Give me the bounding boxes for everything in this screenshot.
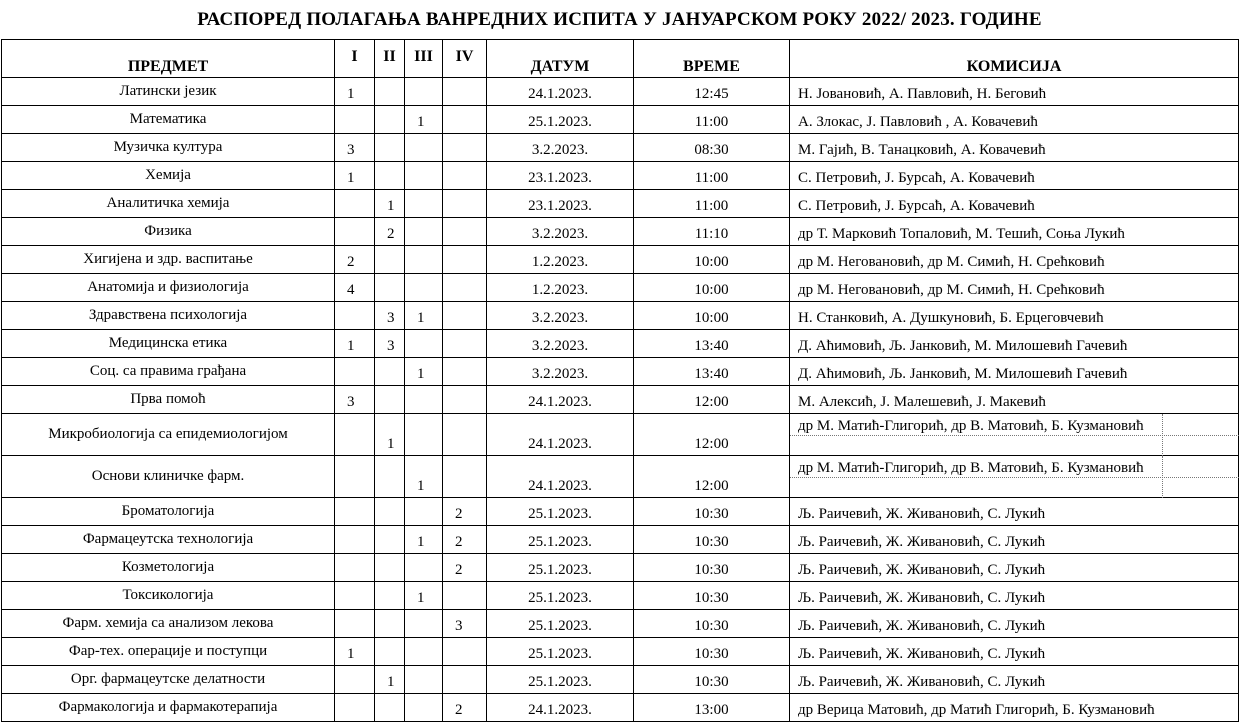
year-2-cell: 1: [375, 666, 405, 694]
cell-divider: [790, 477, 1239, 478]
header-year-3: III: [405, 40, 443, 78]
time-cell: 13:40: [634, 330, 790, 358]
subject-cell: Козметологија: [2, 554, 335, 582]
year-3-cell: [405, 638, 443, 666]
year-3-cell: [405, 414, 443, 456]
committee-cell: А. Злокас, Ј. Павловић , А. Ковачевић: [790, 106, 1239, 134]
subject-cell: Анатомија и физиологија: [2, 274, 335, 302]
table-row: [2, 582, 1239, 610]
year-1-cell: [335, 582, 375, 610]
subject-cell: Аналитичка хемија: [2, 190, 335, 218]
date-cell: 25.1.2023.: [487, 582, 634, 610]
header-year-2: II: [375, 40, 405, 78]
year-4-cell: [443, 302, 487, 330]
year-4-cell: [443, 666, 487, 694]
committee-cell: Д. Аћимовић, Љ. Јанковић, М. Милошевић Гачевић: [790, 330, 1239, 358]
year-3-cell: [405, 498, 443, 526]
table-row: [2, 694, 1239, 722]
committee-cell: др Верица Матовић, др Матић Глигорић, Б. Кузмановић: [790, 694, 1239, 722]
subject-cell: Хигијена и здр. васпитање: [2, 246, 335, 274]
date-cell: 24.1.2023.: [487, 694, 634, 722]
year-2-cell: 2: [375, 218, 405, 246]
subject-cell: Орг. фармацеутске делатности: [2, 666, 335, 694]
subject-cell: Токсикологија: [2, 582, 335, 610]
year-1-cell: 1: [335, 78, 375, 106]
year-1-cell: [335, 190, 375, 218]
time-cell: 08:30: [634, 134, 790, 162]
year-4-cell: 3: [443, 610, 487, 638]
committee-cell: др Т. Марковић Топаловић, М. Тешић, Соња Лукић: [790, 218, 1239, 246]
year-3-cell: 1: [405, 106, 443, 134]
year-3-cell: [405, 246, 443, 274]
committee-cell: Љ. Раичевић, Ж. Живановић, С. Лукић: [790, 666, 1239, 694]
subject-cell: Основи клиничке фарм.: [2, 456, 335, 498]
year-1-cell: [335, 554, 375, 582]
time-cell: 12:00: [634, 456, 790, 498]
year-3-cell: [405, 134, 443, 162]
year-2-cell: [375, 386, 405, 414]
time-cell: 10:30: [634, 610, 790, 638]
time-cell: 10:30: [634, 498, 790, 526]
year-1-cell: 3: [335, 386, 375, 414]
committee-cell: Љ. Раичевић, Ж. Живановић, С. Лукић: [790, 610, 1239, 638]
year-1-cell: [335, 694, 375, 722]
table-row: [2, 302, 1239, 330]
committee-cell: Љ. Раичевић, Ж. Живановић, С. Лукић: [790, 638, 1239, 666]
date-cell: 25.1.2023.: [487, 610, 634, 638]
table-row: [2, 134, 1239, 162]
table-row: [2, 358, 1239, 386]
year-1-cell: 4: [335, 274, 375, 302]
time-cell: 10:30: [634, 582, 790, 610]
header-committee: КОМИСИЈА: [790, 40, 1239, 78]
table-row: [2, 246, 1239, 274]
committee-cell: М. Алексић, Ј. Малешевић, Ј. Макевић: [790, 386, 1239, 414]
year-3-cell: [405, 218, 443, 246]
year-3-cell: 1: [405, 302, 443, 330]
committee-text: др М. Матић-Глигорић, др В. Матовић, Б. Кузмановић: [798, 460, 1144, 476]
year-4-cell: [443, 218, 487, 246]
year-2-cell: [375, 106, 405, 134]
year-2-cell: [375, 162, 405, 190]
year-2-cell: 1: [375, 190, 405, 218]
table-row: [2, 274, 1239, 302]
year-2-cell: 3: [375, 302, 405, 330]
date-cell: 1.2.2023.: [487, 274, 634, 302]
year-1-cell: [335, 106, 375, 134]
committee-cell: Љ. Раичевић, Ж. Живановић, С. Лукић: [790, 498, 1239, 526]
committee-cell: Д. Аћимовић, Љ. Јанковић, М. Милошевић Гачевић: [790, 358, 1239, 386]
time-cell: 10:30: [634, 554, 790, 582]
committee-cell: Н. Јовановић, А. Павловић, Н. Беговић: [790, 78, 1239, 106]
year-2-cell: [375, 694, 405, 722]
year-2-cell: [375, 610, 405, 638]
committee-cell: др М. Негованoвић, др М. Симић, Н. Срећковић: [790, 274, 1239, 302]
year-1-cell: [335, 218, 375, 246]
subject-cell: Фармакологија и фармакотерапија: [2, 694, 335, 722]
year-1-cell: [335, 414, 375, 456]
year-4-cell: [443, 106, 487, 134]
year-4-cell: [443, 456, 487, 498]
table-row: [2, 386, 1239, 414]
header-subject: ПРЕДМЕТ: [2, 40, 335, 78]
date-cell: 3.2.2023.: [487, 302, 634, 330]
year-1-cell: [335, 610, 375, 638]
year-2-cell: [375, 554, 405, 582]
table-row: [2, 526, 1239, 554]
subject-cell: Медицинска етика: [2, 330, 335, 358]
year-3-cell: 1: [405, 526, 443, 554]
year-3-cell: 1: [405, 358, 443, 386]
time-cell: 12:45: [634, 78, 790, 106]
year-1-cell: [335, 666, 375, 694]
year-4-cell: [443, 386, 487, 414]
year-1-cell: 2: [335, 246, 375, 274]
date-cell: 25.1.2023.: [487, 106, 634, 134]
year-3-cell: [405, 666, 443, 694]
subject-cell: Микробиологија са епидемиологијом: [2, 414, 335, 456]
year-2-cell: [375, 582, 405, 610]
year-2-cell: [375, 78, 405, 106]
date-cell: 3.2.2023.: [487, 358, 634, 386]
table-row: [2, 106, 1239, 134]
year-1-cell: [335, 456, 375, 498]
year-3-cell: [405, 610, 443, 638]
table-row: [2, 610, 1239, 638]
header-year-4: IV: [443, 40, 487, 78]
date-cell: 25.1.2023.: [487, 666, 634, 694]
year-4-cell: [443, 274, 487, 302]
header-date: ДАТУМ: [487, 40, 634, 78]
year-3-cell: [405, 386, 443, 414]
committee-cell: Н. Станковић, А. Душкуновић, Б. Ерцеговчевић: [790, 302, 1239, 330]
year-4-cell: [443, 414, 487, 456]
subject-cell: Фар-тех. операције и поступци: [2, 638, 335, 666]
subject-cell: Музичка култура: [2, 134, 335, 162]
date-cell: 23.1.2023.: [487, 190, 634, 218]
table-row: [2, 638, 1239, 666]
table-row: [2, 554, 1239, 582]
year-3-cell: [405, 162, 443, 190]
subject-cell: Броматологија: [2, 498, 335, 526]
year-4-cell: [443, 134, 487, 162]
subject-cell: Фарм. хемија са анализом лекова: [2, 610, 335, 638]
time-cell: 11:00: [634, 190, 790, 218]
year-1-cell: [335, 358, 375, 386]
year-2-cell: [375, 526, 405, 554]
date-cell: 24.1.2023.: [487, 414, 634, 456]
time-cell: 13:40: [634, 358, 790, 386]
time-cell: 13:00: [634, 694, 790, 722]
time-cell: 11:10: [634, 218, 790, 246]
date-cell: 3.2.2023.: [487, 330, 634, 358]
date-cell: 1.2.2023.: [487, 246, 634, 274]
year-2-cell: 1: [375, 414, 405, 456]
subject-cell: Математика: [2, 106, 335, 134]
year-4-cell: [443, 246, 487, 274]
year-1-cell: 1: [335, 638, 375, 666]
year-4-cell: [443, 638, 487, 666]
subject-cell: Хемија: [2, 162, 335, 190]
subject-cell: Физика: [2, 218, 335, 246]
date-cell: 24.1.2023.: [487, 386, 634, 414]
year-4-cell: [443, 582, 487, 610]
year-1-cell: 1: [335, 162, 375, 190]
date-cell: 24.1.2023.: [487, 78, 634, 106]
header-year-1: I: [335, 40, 375, 78]
year-3-cell: [405, 190, 443, 218]
year-2-cell: [375, 638, 405, 666]
subject-cell: Здравствена психологија: [2, 302, 335, 330]
committee-cell: Љ. Раичевић, Ж. Живановић, С. Лукић: [790, 582, 1239, 610]
table-row: [2, 78, 1239, 106]
committee-cell: др М. Негованoвић, др М. Симић, Н. Срећковић: [790, 246, 1239, 274]
table-row: [2, 162, 1239, 190]
date-cell: 25.1.2023.: [487, 498, 634, 526]
committee-text: др М. Матић-Глигорић, др В. Матовић, Б. Кузмановић: [798, 418, 1144, 434]
year-4-cell: 2: [443, 694, 487, 722]
year-4-cell: 2: [443, 498, 487, 526]
time-cell: 10:30: [634, 666, 790, 694]
date-cell: 25.1.2023.: [487, 526, 634, 554]
year-3-cell: [405, 330, 443, 358]
date-cell: 25.1.2023.: [487, 638, 634, 666]
year-4-cell: [443, 358, 487, 386]
year-1-cell: [335, 302, 375, 330]
time-cell: 10:30: [634, 526, 790, 554]
date-cell: 23.1.2023.: [487, 162, 634, 190]
committee-cell: Љ. Раичевић, Ж. Живановић, С. Лукић: [790, 554, 1239, 582]
time-cell: 10:00: [634, 246, 790, 274]
year-4-cell: 2: [443, 526, 487, 554]
subject-cell: Соц. са правима грађана: [2, 358, 335, 386]
year-2-cell: [375, 246, 405, 274]
year-4-cell: [443, 162, 487, 190]
date-cell: 3.2.2023.: [487, 218, 634, 246]
year-1-cell: 3: [335, 134, 375, 162]
committee-cell: М. Гајић, В. Танацковић, А. Ковачевић: [790, 134, 1239, 162]
year-2-cell: [375, 498, 405, 526]
year-2-cell: [375, 134, 405, 162]
time-cell: 10:00: [634, 302, 790, 330]
time-cell: 12:00: [634, 386, 790, 414]
time-cell: 10:30: [634, 638, 790, 666]
year-1-cell: [335, 526, 375, 554]
year-3-cell: 1: [405, 456, 443, 498]
committee-cell: Љ. Раичевић, Ж. Живановић, С. Лукић: [790, 526, 1239, 554]
year-3-cell: [405, 554, 443, 582]
year-3-cell: [405, 274, 443, 302]
year-3-cell: 1: [405, 582, 443, 610]
year-4-cell: [443, 330, 487, 358]
header-row: [2, 40, 1239, 78]
year-2-cell: [375, 358, 405, 386]
committee-cell: С. Петровић, Ј. Бурсаћ, А. Ковачевић: [790, 190, 1239, 218]
date-cell: 25.1.2023.: [487, 554, 634, 582]
page-title: РАСПОРЕД ПОЛАГАЊА ВАНРЕДНИХ ИСПИТА У ЈАНУАРСКОМ РОКУ 2022/ 2023. ГОДИНЕ: [197, 9, 1042, 30]
table-row: [2, 190, 1239, 218]
year-2-cell: [375, 456, 405, 498]
header-time: ВРЕМЕ: [634, 40, 790, 78]
year-1-cell: [335, 498, 375, 526]
year-3-cell: [405, 78, 443, 106]
subject-cell: Прва помоћ: [2, 386, 335, 414]
table-row: [2, 218, 1239, 246]
year-4-cell: 2: [443, 554, 487, 582]
committee-cell: С. Петровић, Ј. Бурсаћ, А. Ковачевић: [790, 162, 1239, 190]
table-row: [2, 498, 1239, 526]
time-cell: 11:00: [634, 106, 790, 134]
date-cell: 3.2.2023.: [487, 134, 634, 162]
date-cell: 24.1.2023.: [487, 456, 634, 498]
year-4-cell: [443, 190, 487, 218]
year-1-cell: 1: [335, 330, 375, 358]
year-4-cell: [443, 78, 487, 106]
table-row: [2, 330, 1239, 358]
year-3-cell: [405, 694, 443, 722]
year-2-cell: [375, 274, 405, 302]
time-cell: 10:00: [634, 274, 790, 302]
subject-cell: Фармацеутска технологија: [2, 526, 335, 554]
year-2-cell: 3: [375, 330, 405, 358]
table-row: [2, 666, 1239, 694]
cell-divider: [790, 435, 1239, 436]
time-cell: 11:00: [634, 162, 790, 190]
subject-cell: Латински језик: [2, 78, 335, 106]
exam-schedule-table: [1, 39, 1239, 722]
time-cell: 12:00: [634, 414, 790, 456]
